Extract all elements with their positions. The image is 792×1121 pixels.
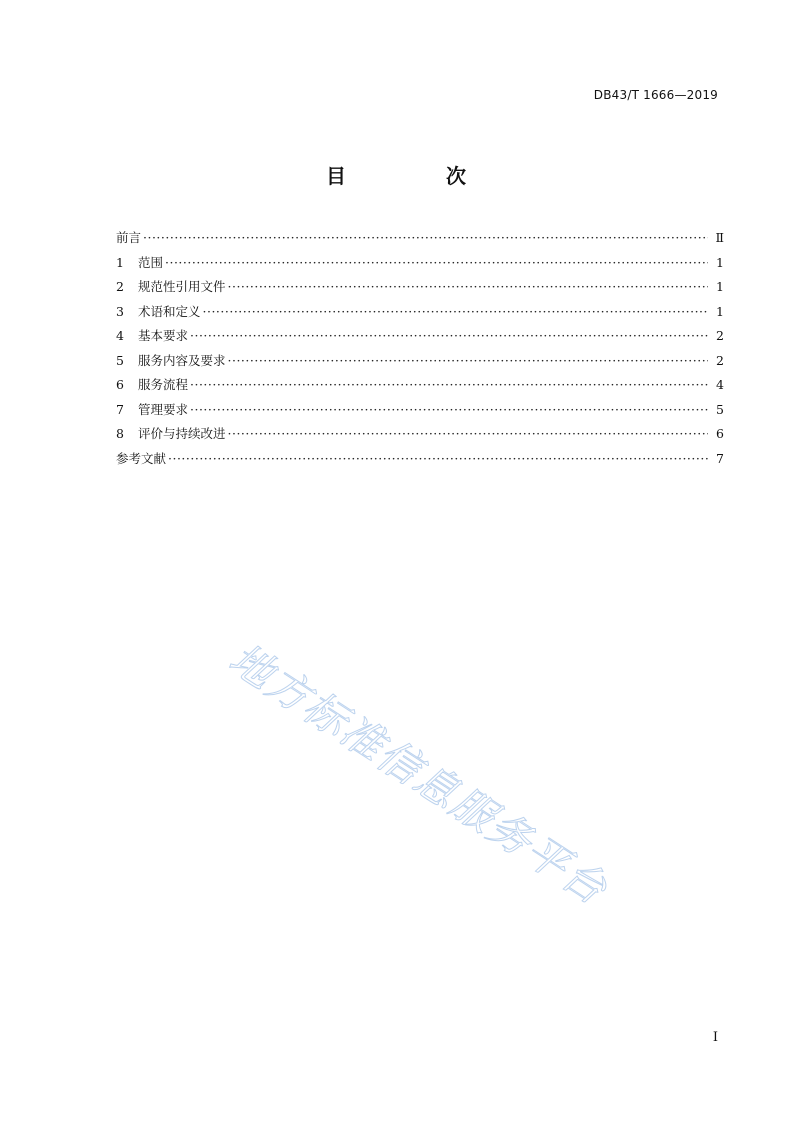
toc-entry-page: 6 — [716, 426, 724, 441]
toc-entry-5[interactable] — [116, 349, 724, 374]
toc-leader-dots — [203, 300, 708, 325]
toc-leader-dots — [168, 447, 708, 472]
toc-entry-2[interactable] — [116, 275, 724, 300]
toc-leader-dots — [228, 422, 708, 447]
page-number: I — [712, 1030, 718, 1045]
toc-entry-number: 2 — [116, 279, 124, 294]
toc-entry-8[interactable] — [116, 422, 724, 447]
toc-leader-dots — [228, 349, 708, 374]
toc-entry-number: 1 — [116, 254, 124, 270]
toc-entry-page: 5 — [716, 401, 724, 417]
table-of-contents — [116, 226, 724, 471]
toc-entry-number: 6 — [116, 377, 124, 392]
toc-entry-label: 管理要求 — [138, 401, 189, 417]
toc-entry-label: 范围 — [138, 254, 164, 270]
toc-entry-label: 规范性引用文件 — [138, 279, 226, 294]
toc-entry-foreword[interactable] — [116, 226, 724, 251]
toc-leader-dots — [190, 324, 708, 349]
toc-title: 目 次 — [326, 164, 506, 188]
toc-leader-dots — [143, 226, 708, 251]
toc-entry-number: 7 — [116, 401, 124, 417]
toc-entry-label: 服务流程 — [138, 377, 189, 392]
toc-entry-label: 参考文献 — [116, 450, 167, 466]
toc-entry-page: 4 — [716, 377, 724, 392]
toc-leader-dots — [190, 373, 708, 398]
toc-leader-dots — [165, 251, 708, 276]
toc-entry-page: 7 — [716, 450, 724, 466]
toc-entry-3[interactable] — [116, 300, 724, 325]
toc-entry-label: 术语和定义 — [138, 303, 201, 319]
toc-entry-label: 评价与持续改进 — [138, 426, 226, 441]
toc-entry-number: 3 — [116, 303, 124, 319]
toc-leader-dots — [228, 275, 708, 300]
toc-entry-page: 1 — [716, 254, 724, 270]
toc-entry-page: 1 — [716, 303, 724, 319]
toc-entry-page: 2 — [716, 352, 724, 368]
watermark-text: 地方标准信息服务平台 — [220, 633, 617, 915]
toc-entry-4[interactable] — [116, 324, 724, 349]
toc-leader-dots — [190, 398, 708, 423]
toc-entry-number: 4 — [116, 328, 124, 343]
toc-entry-label: 服务内容及要求 — [138, 352, 226, 368]
toc-entry-number: 8 — [116, 426, 124, 441]
toc-entry-1[interactable] — [116, 251, 724, 276]
toc-entry-label: 前言 — [116, 230, 142, 245]
toc-entry-page: Ⅱ — [715, 230, 724, 245]
toc-entry-page: 1 — [716, 279, 724, 294]
toc-entry-number: 5 — [116, 352, 124, 368]
toc-entry-references[interactable] — [116, 447, 724, 472]
toc-entry-7[interactable] — [116, 398, 724, 423]
toc-entry-label: 基本要求 — [138, 328, 189, 343]
toc-entry-page: 2 — [716, 328, 724, 343]
standard-code: DB43/T 1666—2019 — [593, 88, 718, 102]
toc-entry-6[interactable] — [116, 373, 724, 398]
